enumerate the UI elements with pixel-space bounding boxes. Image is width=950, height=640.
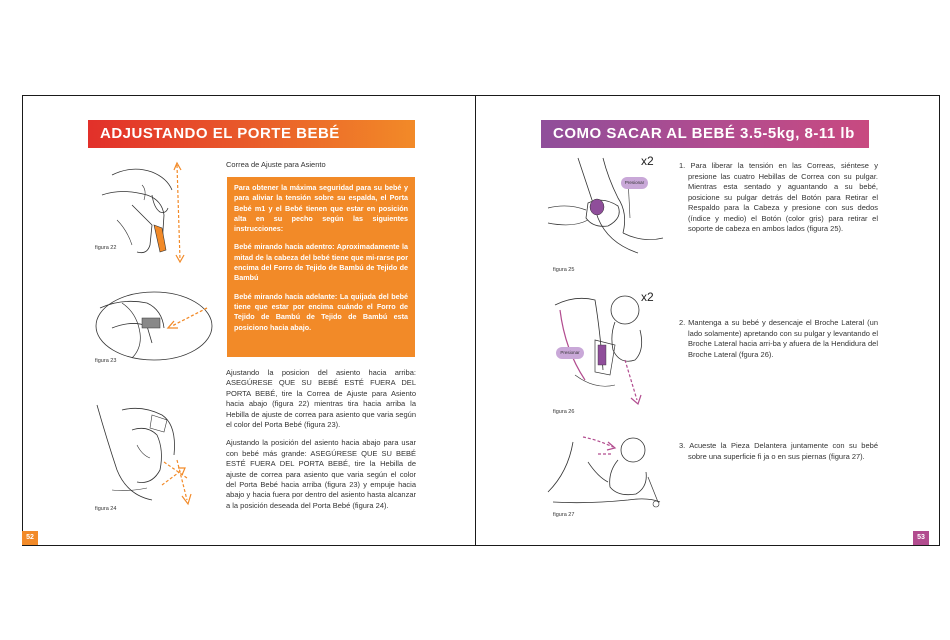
right-page-number: 53 [913, 531, 929, 545]
times-two-label-fig25: x2 [641, 154, 654, 168]
seat-strap-subheading: Correa de Ajuste para Asiento [226, 160, 326, 169]
instruction-step-2: 2. Mantenga a su bebé y desencaje el Broche Lateral (un lado solamente) apretando con su pulgar y levantando el Broche Lateral hacia arri-ba y afuera de la Hendidura del Broche Lateral (fgura 26). [679, 318, 878, 359]
figure-25-label: figura 25 [553, 267, 575, 273]
figure-22-illustration [92, 160, 202, 270]
right-page-title: COMO SACAR AL BEBÉ 3.5-5kg, 8-11 lb [541, 120, 869, 148]
page-divider [475, 95, 476, 546]
adjust-up-paragraph: Ajustando la posicion del asiento hacia arriba: ASEGÚRESE QUE SU BEBÉ ESTÉ FUERA DEL PORTA BEBÉ, tire la Correa de Ajuste para Asiento hacia abajo (figura 22) mientras tira hacia arriba la Hebilla de ajuste de correa para asiento que varia según el color del Porta Bebé (figura 23). [226, 368, 416, 430]
instruction-step-3: 3. Acueste la Pieza Delantera juntamente con su bebé sobre una superficie fi ja o en sus piernas (figura 27). [679, 441, 878, 461]
instruction-step-1: 1. Para liberar la tensión en las Correas, siéntese y presione las cuatro Hebillas de Correa con su pulgar. Mientras esta sentado y aguantando a su bebé, posicione su pulgar detrás del Botón para Retirar el Respaldo para la Cabeza y presione con sus dedos (índice y medio) el Botón (color gris) para retirar el soporte de cabeza en ambos lados (figura 25). [679, 161, 878, 233]
safety-highlight-box [227, 177, 415, 357]
times-two-label-fig26: x2 [641, 290, 654, 304]
press-label-fig26: Presionar [556, 347, 584, 359]
left-page-number: 52 [22, 531, 38, 545]
left-page-title: ADJUSTANDO EL PORTE BEBÉ [88, 120, 415, 148]
press-label-fig25: Presionar [621, 177, 648, 189]
figure-27-label: figura 27 [553, 512, 575, 518]
figure-24-label: figura 24 [95, 506, 117, 512]
figure-23-label: figura 23 [95, 358, 117, 364]
highlight-paragraph-2: Bebé mirando hacia adentro: Aproximadamente la mitad de la cabeza del bebé tiene que mi-rarse por encima del Forro de Tejido de Bambú de Tejido de Bambú [234, 242, 408, 283]
left-body-text [226, 368, 416, 519]
figure-24-illustration [92, 400, 202, 512]
adjust-down-paragraph: Ajustando la posición del asiento hacia abajo para usar con bebé más grande: ASEGÚRESE QUE SU BEBÉ ESTÉ FUERA DEL PORTA BEBÉ, tire la Hebilla de ajuste de correa para asiento que varia según el color del Porta Bebé hacia arriba (figura 23) y empuje hacia abajo y hacia fuera por dentro del asiento hasta alcanzar a la posición deseada del Porta Bebé (figura 24). [226, 438, 416, 510]
figure-27-illustration [548, 432, 668, 512]
highlight-paragraph-1: Para obtener la máxima seguridad para su bebé y para aliviar la tensión sobre su espalda, el Porta Bebé m1 y el Bebé tienen que estar en posición alta en su pecho según las siguientes instrucciones: [234, 183, 408, 234]
figure-26-label: figura 26 [553, 409, 575, 415]
figure-22-label: figura 22 [95, 245, 117, 251]
figure-23-illustration [92, 288, 212, 363]
figure-25-illustration [548, 158, 663, 266]
highlight-paragraph-3: Bebé mirando hacia adelante: La quijada del bebé tiene que estar por encima cuándo el Forro de Tejido de Bambú de Tejido de Bambú esta posiciono hacia abajo. [234, 291, 408, 332]
